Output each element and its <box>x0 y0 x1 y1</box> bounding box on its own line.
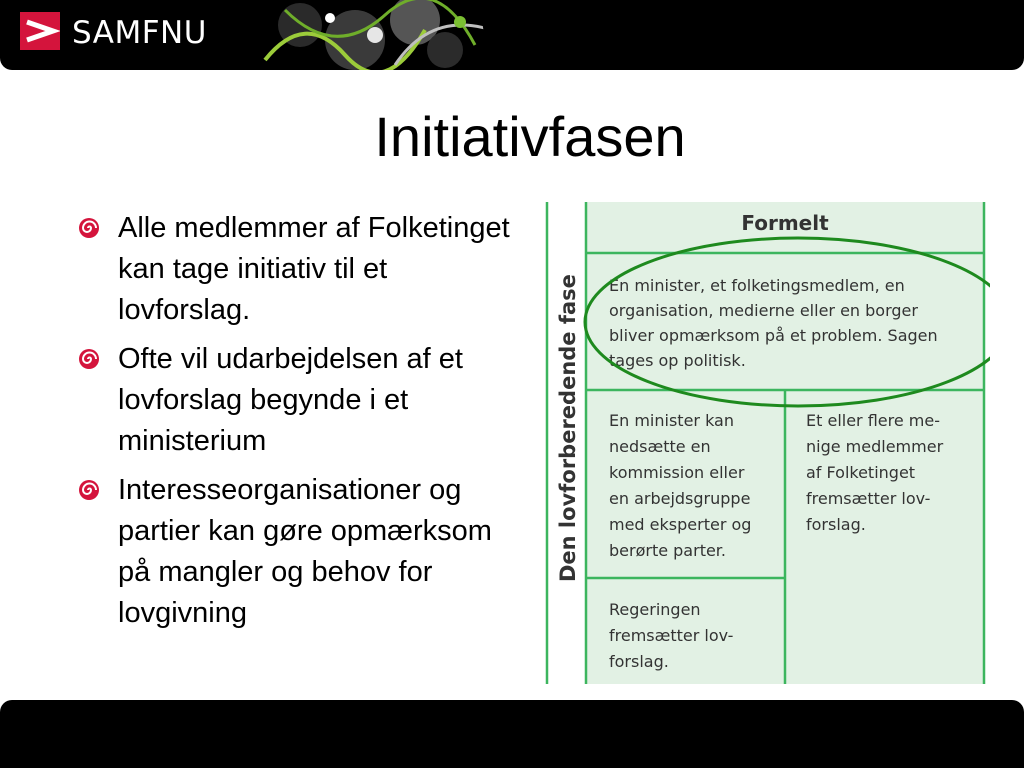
box-top-line: organisation, medierne eller en borger <box>609 301 918 320</box>
box-bottom-line: forslag. <box>609 652 669 671</box>
box-top-line: En minister, et folketingsmedlem, en <box>609 276 905 295</box>
box-right-line: nige medlemmer <box>806 437 944 456</box>
slide-title: Initiativfasen <box>374 105 686 168</box>
box-right-line: forslag. <box>806 515 866 534</box>
box-left-line: En minister kan <box>609 411 734 430</box>
header-bar <box>0 0 1024 70</box>
bullet-list <box>78 208 518 642</box>
box-top-line: bliver opmærksom på et problem. Sagen <box>609 326 938 345</box>
swirl-bullet-icon <box>78 479 100 501</box>
box-left-line: kommission eller <box>609 463 745 482</box>
logo-arrow-icon <box>20 12 60 50</box>
swirl-bullet-icon <box>78 348 100 370</box>
box-bottom-line: Regeringen <box>609 600 701 619</box>
box-right-line: fremsætter lov- <box>806 489 931 508</box>
footer-bar <box>0 700 1024 768</box>
bullet-text: Ofte vil udarbejdelsen af et lovforslag begynde i et ministerium <box>118 343 463 457</box>
box-bottom-line: fremsætter lov- <box>609 626 734 645</box>
box-right-line: af Folketinget <box>806 463 916 482</box>
diagram-header: Formelt <box>741 211 829 235</box>
box-left-line: nedsætte en <box>609 437 711 456</box>
box-left-line: med eksperter og <box>609 515 752 534</box>
logo-text: SAMFNU <box>72 15 207 51</box>
box-left-line: en arbejdsgruppe <box>609 489 751 508</box>
bullet-text: Alle medlemmer af Folketinget kan tage initiativ til et lovforslag. <box>118 212 510 326</box>
bullet-item <box>78 208 518 331</box>
bullet-text: Interesseorganisationer og partier kan gøre opmærksom på mangler og behov for lovgivning <box>118 474 492 629</box>
box-left-line: berørte parter. <box>609 541 726 560</box>
diagram-side-label: Den lovforberedende fase <box>556 274 580 582</box>
swirl-bullet-icon <box>78 217 100 239</box>
box-top-line: tages op politisk. <box>609 351 746 370</box>
process-diagram <box>544 202 990 684</box>
bullet-item <box>78 339 518 462</box>
box-right-line: Et eller flere me- <box>806 411 940 430</box>
header-decoration-art <box>245 0 545 70</box>
bullet-item <box>78 470 518 634</box>
